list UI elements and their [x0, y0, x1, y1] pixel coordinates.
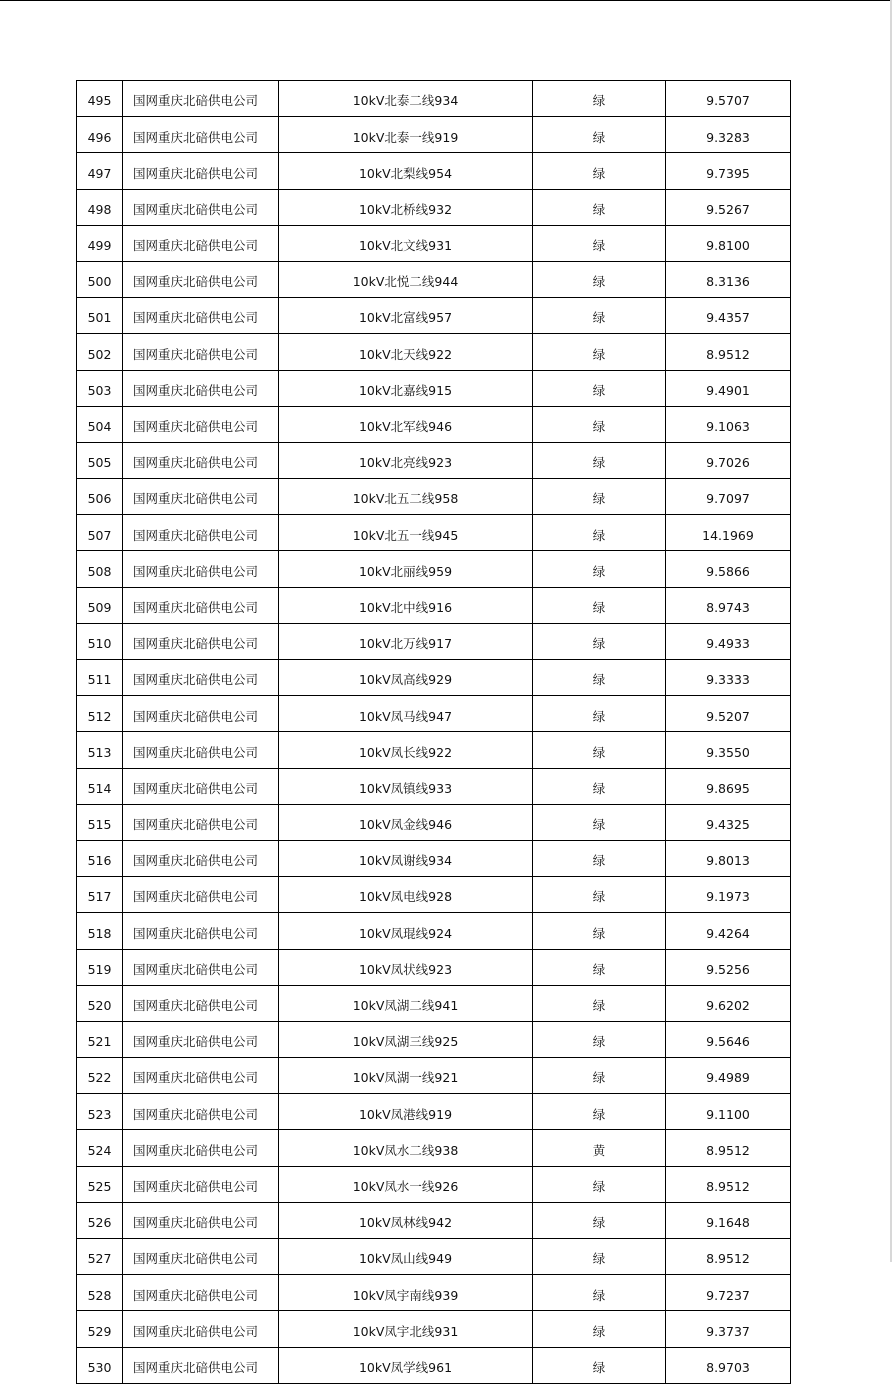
line-name-cell: 10kV凤电线928: [279, 877, 533, 913]
company-cell: 国网重庆北碚供电公司: [123, 696, 279, 732]
value-cell: 8.9512: [666, 1130, 791, 1166]
company-cell: 国网重庆北碚供电公司: [123, 587, 279, 623]
table-row: [77, 370, 791, 406]
line-name-cell: 10kV凤状线923: [279, 949, 533, 985]
row-number-cell: 521: [77, 1021, 123, 1057]
value-cell: 9.7097: [666, 479, 791, 515]
status-cell: 绿: [533, 768, 666, 804]
company-cell: 国网重庆北碚供电公司: [123, 515, 279, 551]
status-cell: 绿: [533, 623, 666, 659]
company-cell: 国网重庆北碚供电公司: [123, 1311, 279, 1347]
line-name-cell: 10kV北天线922: [279, 334, 533, 370]
value-cell: 9.8695: [666, 768, 791, 804]
company-cell: 国网重庆北碚供电公司: [123, 479, 279, 515]
status-cell: 绿: [533, 479, 666, 515]
table-row: [77, 1202, 791, 1238]
value-cell: 9.4933: [666, 623, 791, 659]
value-cell: 9.5646: [666, 1021, 791, 1057]
row-number-cell: 511: [77, 660, 123, 696]
status-cell: 绿: [533, 189, 666, 225]
table-row: [77, 949, 791, 985]
table-row: [77, 696, 791, 732]
company-cell: 国网重庆北碚供电公司: [123, 1021, 279, 1057]
row-number-cell: 510: [77, 623, 123, 659]
line-name-cell: 10kV北五二线958: [279, 479, 533, 515]
line-name-cell: 10kV凤琨线924: [279, 913, 533, 949]
row-number-cell: 502: [77, 334, 123, 370]
value-cell: 8.9743: [666, 587, 791, 623]
table-row: [77, 117, 791, 153]
row-number-cell: 522: [77, 1058, 123, 1094]
line-name-cell: 10kV北丽线959: [279, 551, 533, 587]
table-row: [77, 298, 791, 334]
value-cell: 9.5707: [666, 81, 791, 117]
row-number-cell: 501: [77, 298, 123, 334]
value-cell: 9.5866: [666, 551, 791, 587]
status-cell: 绿: [533, 1094, 666, 1130]
feeder-table-body: [77, 81, 791, 1384]
row-number-cell: 517: [77, 877, 123, 913]
company-cell: 国网重庆北碚供电公司: [123, 153, 279, 189]
line-name-cell: 10kV北文线931: [279, 225, 533, 261]
status-cell: 绿: [533, 551, 666, 587]
status-cell: 绿: [533, 298, 666, 334]
table-row: [77, 442, 791, 478]
line-name-cell: 10kV北五一线945: [279, 515, 533, 551]
line-name-cell: 10kV北梨线954: [279, 153, 533, 189]
company-cell: 国网重庆北碚供电公司: [123, 370, 279, 406]
line-name-cell: 10kV北军线946: [279, 406, 533, 442]
table-row: [77, 1166, 791, 1202]
line-name-cell: 10kV北嘉线915: [279, 370, 533, 406]
company-cell: 国网重庆北碚供电公司: [123, 81, 279, 117]
status-cell: 绿: [533, 696, 666, 732]
line-name-cell: 10kV北中线916: [279, 587, 533, 623]
status-cell: 绿: [533, 587, 666, 623]
company-cell: 国网重庆北碚供电公司: [123, 1130, 279, 1166]
status-cell: 黄: [533, 1130, 666, 1166]
value-cell: 9.3737: [666, 1311, 791, 1347]
status-cell: 绿: [533, 1166, 666, 1202]
value-cell: 9.4264: [666, 913, 791, 949]
table-row: [77, 81, 791, 117]
row-number-cell: 518: [77, 913, 123, 949]
table-row: [77, 587, 791, 623]
value-cell: 9.6202: [666, 985, 791, 1021]
table-row: [77, 840, 791, 876]
value-cell: 9.3550: [666, 732, 791, 768]
company-cell: 国网重庆北碚供电公司: [123, 732, 279, 768]
row-number-cell: 529: [77, 1311, 123, 1347]
status-cell: 绿: [533, 1311, 666, 1347]
line-name-cell: 10kV凤金线946: [279, 804, 533, 840]
line-name-cell: 10kV凤谢线934: [279, 840, 533, 876]
value-cell: 8.9512: [666, 334, 791, 370]
feeder-table: [76, 80, 791, 1384]
row-number-cell: 497: [77, 153, 123, 189]
line-name-cell: 10kV凤镇线933: [279, 768, 533, 804]
value-cell: 9.5267: [666, 189, 791, 225]
page-top-border: [0, 0, 892, 1]
line-name-cell: 10kV凤长线922: [279, 732, 533, 768]
company-cell: 国网重庆北碚供电公司: [123, 406, 279, 442]
status-cell: 绿: [533, 442, 666, 478]
table-row: [77, 732, 791, 768]
status-cell: 绿: [533, 1021, 666, 1057]
table-row: [77, 334, 791, 370]
row-number-cell: 506: [77, 479, 123, 515]
company-cell: 国网重庆北碚供电公司: [123, 949, 279, 985]
row-number-cell: 527: [77, 1239, 123, 1275]
value-cell: 9.5207: [666, 696, 791, 732]
company-cell: 国网重庆北碚供电公司: [123, 840, 279, 876]
row-number-cell: 504: [77, 406, 123, 442]
row-number-cell: 505: [77, 442, 123, 478]
line-name-cell: 10kV北悦二线944: [279, 261, 533, 297]
row-number-cell: 523: [77, 1094, 123, 1130]
table-row: [77, 1058, 791, 1094]
line-name-cell: 10kV北富线957: [279, 298, 533, 334]
row-number-cell: 507: [77, 515, 123, 551]
row-number-cell: 528: [77, 1275, 123, 1311]
status-cell: 绿: [533, 732, 666, 768]
value-cell: 8.9703: [666, 1347, 791, 1383]
status-cell: 绿: [533, 1202, 666, 1238]
value-cell: 14.1969: [666, 515, 791, 551]
company-cell: 国网重庆北碚供电公司: [123, 985, 279, 1021]
table-row: [77, 189, 791, 225]
row-number-cell: 520: [77, 985, 123, 1021]
line-name-cell: 10kV凤高线929: [279, 660, 533, 696]
line-name-cell: 10kV凤港线919: [279, 1094, 533, 1130]
row-number-cell: 524: [77, 1130, 123, 1166]
status-cell: 绿: [533, 949, 666, 985]
row-number-cell: 516: [77, 840, 123, 876]
value-cell: 9.1100: [666, 1094, 791, 1130]
status-cell: 绿: [533, 1239, 666, 1275]
company-cell: 国网重庆北碚供电公司: [123, 1202, 279, 1238]
line-name-cell: 10kV凤湖二线941: [279, 985, 533, 1021]
table-row: [77, 1347, 791, 1383]
line-name-cell: 10kV北泰二线934: [279, 81, 533, 117]
value-cell: 9.7237: [666, 1275, 791, 1311]
row-number-cell: 508: [77, 551, 123, 587]
status-cell: 绿: [533, 153, 666, 189]
status-cell: 绿: [533, 840, 666, 876]
value-cell: 9.3283: [666, 117, 791, 153]
value-cell: 9.5256: [666, 949, 791, 985]
value-cell: 9.7026: [666, 442, 791, 478]
status-cell: 绿: [533, 877, 666, 913]
table-row: [77, 153, 791, 189]
row-number-cell: 509: [77, 587, 123, 623]
company-cell: 国网重庆北碚供电公司: [123, 261, 279, 297]
company-cell: 国网重庆北碚供电公司: [123, 334, 279, 370]
line-name-cell: 10kV凤宇南线939: [279, 1275, 533, 1311]
status-cell: 绿: [533, 804, 666, 840]
value-cell: 9.1973: [666, 877, 791, 913]
status-cell: 绿: [533, 81, 666, 117]
company-cell: 国网重庆北碚供电公司: [123, 1166, 279, 1202]
row-number-cell: 514: [77, 768, 123, 804]
table-row: [77, 406, 791, 442]
table-row: [77, 877, 791, 913]
value-cell: 9.4901: [666, 370, 791, 406]
line-name-cell: 10kV凤湖一线921: [279, 1058, 533, 1094]
status-cell: 绿: [533, 1347, 666, 1383]
value-cell: 9.8013: [666, 840, 791, 876]
row-number-cell: 515: [77, 804, 123, 840]
line-name-cell: 10kV凤水二线938: [279, 1130, 533, 1166]
table-row: [77, 768, 791, 804]
table-row: [77, 985, 791, 1021]
table-row: [77, 660, 791, 696]
row-number-cell: 525: [77, 1166, 123, 1202]
line-name-cell: 10kV北亮线923: [279, 442, 533, 478]
status-cell: 绿: [533, 660, 666, 696]
company-cell: 国网重庆北碚供电公司: [123, 1094, 279, 1130]
line-name-cell: 10kV凤马线947: [279, 696, 533, 732]
status-cell: 绿: [533, 1275, 666, 1311]
company-cell: 国网重庆北碚供电公司: [123, 877, 279, 913]
line-name-cell: 10kV北泰一线919: [279, 117, 533, 153]
value-cell: 9.1648: [666, 1202, 791, 1238]
value-cell: 8.3136: [666, 261, 791, 297]
value-cell: 9.7395: [666, 153, 791, 189]
value-cell: 9.3333: [666, 660, 791, 696]
row-number-cell: 500: [77, 261, 123, 297]
row-number-cell: 498: [77, 189, 123, 225]
value-cell: 9.4325: [666, 804, 791, 840]
status-cell: 绿: [533, 515, 666, 551]
row-number-cell: 513: [77, 732, 123, 768]
line-name-cell: 10kV北桥线932: [279, 189, 533, 225]
company-cell: 国网重庆北碚供电公司: [123, 551, 279, 587]
table-row: [77, 1239, 791, 1275]
row-number-cell: 512: [77, 696, 123, 732]
row-number-cell: 499: [77, 225, 123, 261]
company-cell: 国网重庆北碚供电公司: [123, 1347, 279, 1383]
table-row: [77, 515, 791, 551]
table-row: [77, 623, 791, 659]
row-number-cell: 503: [77, 370, 123, 406]
table-row: [77, 1311, 791, 1347]
line-name-cell: 10kV凤湖三线925: [279, 1021, 533, 1057]
status-cell: 绿: [533, 913, 666, 949]
table-row: [77, 1021, 791, 1057]
table-row: [77, 1275, 791, 1311]
table-row: [77, 479, 791, 515]
company-cell: 国网重庆北碚供电公司: [123, 660, 279, 696]
company-cell: 国网重庆北碚供电公司: [123, 804, 279, 840]
company-cell: 国网重庆北碚供电公司: [123, 442, 279, 478]
status-cell: 绿: [533, 225, 666, 261]
line-name-cell: 10kV北万线917: [279, 623, 533, 659]
line-name-cell: 10kV凤水一线926: [279, 1166, 533, 1202]
company-cell: 国网重庆北碚供电公司: [123, 225, 279, 261]
company-cell: 国网重庆北碚供电公司: [123, 1275, 279, 1311]
value-cell: 9.8100: [666, 225, 791, 261]
company-cell: 国网重庆北碚供电公司: [123, 189, 279, 225]
status-cell: 绿: [533, 370, 666, 406]
company-cell: 国网重庆北碚供电公司: [123, 117, 279, 153]
row-number-cell: 495: [77, 81, 123, 117]
table-row: [77, 551, 791, 587]
company-cell: 国网重庆北碚供电公司: [123, 913, 279, 949]
row-number-cell: 530: [77, 1347, 123, 1383]
line-name-cell: 10kV凤林线942: [279, 1202, 533, 1238]
value-cell: 8.9512: [666, 1239, 791, 1275]
row-number-cell: 519: [77, 949, 123, 985]
table-row: [77, 1130, 791, 1166]
value-cell: 9.4989: [666, 1058, 791, 1094]
line-name-cell: 10kV凤学线961: [279, 1347, 533, 1383]
table-row: [77, 225, 791, 261]
table-row: [77, 1094, 791, 1130]
value-cell: 8.9512: [666, 1166, 791, 1202]
value-cell: 9.1063: [666, 406, 791, 442]
row-number-cell: 526: [77, 1202, 123, 1238]
status-cell: 绿: [533, 985, 666, 1021]
company-cell: 国网重庆北碚供电公司: [123, 1239, 279, 1275]
value-cell: 9.4357: [666, 298, 791, 334]
status-cell: 绿: [533, 117, 666, 153]
company-cell: 国网重庆北碚供电公司: [123, 768, 279, 804]
row-number-cell: 496: [77, 117, 123, 153]
status-cell: 绿: [533, 1058, 666, 1094]
status-cell: 绿: [533, 406, 666, 442]
company-cell: 国网重庆北碚供电公司: [123, 623, 279, 659]
line-name-cell: 10kV凤山线949: [279, 1239, 533, 1275]
status-cell: 绿: [533, 261, 666, 297]
status-cell: 绿: [533, 334, 666, 370]
company-cell: 国网重庆北碚供电公司: [123, 1058, 279, 1094]
line-name-cell: 10kV凤宇北线931: [279, 1311, 533, 1347]
company-cell: 国网重庆北碚供电公司: [123, 298, 279, 334]
table-row: [77, 913, 791, 949]
table-row: [77, 261, 791, 297]
table-row: [77, 804, 791, 840]
